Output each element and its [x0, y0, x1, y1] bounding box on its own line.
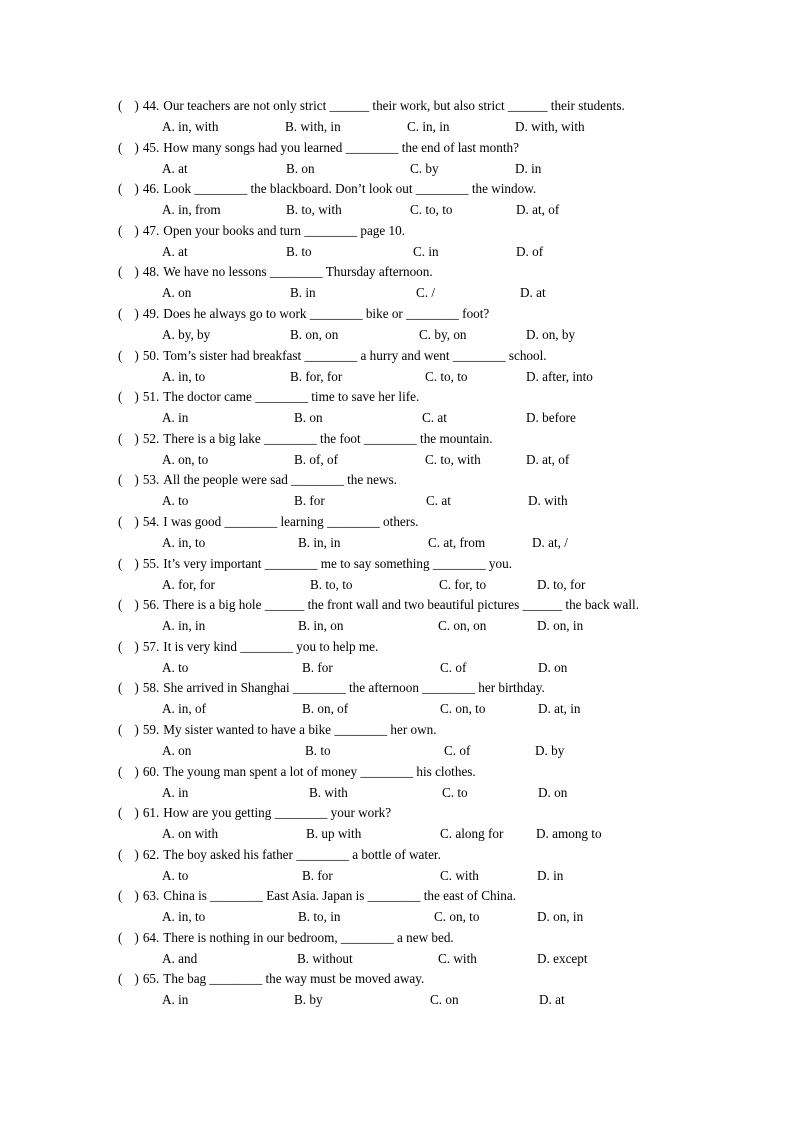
question-stem — [118, 762, 476, 782]
question-number: 56. — [142, 597, 160, 613]
question-text: How many songs had you learned ________ the end of last month? — [163, 139, 519, 155]
answer-blank-open-paren: ( — [118, 846, 123, 862]
question-text: Tom’s sister had breakfast ________ a hurry and went ________ school. — [163, 347, 547, 363]
question-row — [0, 803, 794, 845]
question-stem — [118, 138, 519, 158]
answer-option-c[interactable]: C. on, on — [438, 618, 487, 634]
answer-blank-close-paren: ) — [134, 846, 139, 862]
question-number: 65. — [142, 971, 160, 987]
answer-option-b[interactable]: B. on, of — [302, 701, 349, 717]
answer-option-a[interactable]: A. in — [162, 992, 189, 1008]
answer-blank-open-paren: ( — [118, 472, 123, 488]
answer-option-c[interactable]: C. to, to — [410, 202, 453, 218]
question-row — [0, 387, 794, 429]
question-text: The doctor came ________ time to save her life. — [163, 389, 420, 405]
answer-option-c[interactable]: C. on, to — [434, 909, 480, 925]
answer-blank-open-paren: ( — [118, 181, 123, 197]
answer-option-a[interactable]: A. on — [162, 742, 192, 758]
answer-blank-close-paren: ) — [134, 430, 139, 446]
question-text: The boy asked his father ________ a bottle of water. — [163, 846, 441, 862]
answer-option-b[interactable]: B. for — [302, 659, 333, 675]
answer-option-c[interactable]: C. at — [426, 493, 451, 509]
answer-blank-close-paren: ) — [134, 305, 139, 321]
question-row — [0, 678, 794, 720]
question-number: 60. — [142, 763, 160, 779]
answer-blank-close-paren: ) — [134, 680, 139, 696]
question-row — [0, 512, 794, 554]
answer-option-a[interactable]: A. and — [162, 950, 198, 966]
answer-blank-close-paren: ) — [134, 139, 139, 155]
question-number: 48. — [142, 264, 160, 280]
answer-option-d[interactable]: D. among to — [536, 826, 602, 842]
answer-option-a[interactable]: A. by, by — [162, 326, 211, 342]
answer-option-b[interactable]: B. to — [305, 742, 331, 758]
answer-option-c[interactable]: C. with — [440, 867, 479, 883]
answer-blank-close-paren: ) — [134, 98, 139, 113]
answer-option-d[interactable]: D. at — [539, 992, 565, 1008]
answer-option-a[interactable]: A. in — [162, 410, 189, 426]
answer-blank-close-paren: ) — [134, 555, 139, 571]
answer-option-d[interactable]: D. after, into — [526, 368, 593, 384]
answer-blank-open-paren: ( — [118, 805, 123, 821]
answer-blank-close-paren: ) — [134, 347, 139, 363]
answer-blank-open-paren: ( — [118, 430, 123, 446]
question-text: My sister wanted to have a bike ________ her own. — [163, 721, 437, 737]
answer-blank-close-paren: ) — [134, 763, 139, 779]
question-stem — [118, 429, 493, 449]
question-row — [0, 762, 794, 804]
question-row — [0, 720, 794, 762]
answer-option-a[interactable]: A. in, from — [162, 202, 221, 218]
answer-option-b[interactable]: B. with, in — [285, 119, 341, 134]
answer-blank-open-paren: ( — [118, 513, 123, 529]
answer-blank-open-paren: ( — [118, 971, 123, 987]
answer-blank-open-paren: ( — [118, 139, 123, 155]
answer-option-c[interactable]: C. on, to — [440, 701, 486, 717]
question-stem — [118, 346, 547, 366]
question-row — [0, 637, 794, 679]
question-row — [0, 304, 794, 346]
question-row — [0, 221, 794, 263]
answer-option-b[interactable]: B. to, with — [286, 202, 342, 218]
question-stem — [118, 928, 454, 948]
question-text: Look ________ the blackboard. Don’t look out ________ the window. — [163, 181, 537, 197]
answer-blank-open-paren: ( — [118, 721, 123, 737]
answer-blank-open-paren: ( — [118, 763, 123, 779]
answer-option-b[interactable]: B. for — [294, 493, 325, 509]
answer-option-d[interactable]: D. in — [537, 867, 564, 883]
question-text: How are you getting ________ your work? — [163, 805, 392, 821]
answer-option-d[interactable]: D. at, in — [538, 701, 581, 717]
answer-blank-open-paren: ( — [118, 888, 123, 904]
answer-blank-open-paren: ( — [118, 347, 123, 363]
answer-blank-close-paren: ) — [134, 888, 139, 904]
question-text: We have no lessons ________ Thursday afternoon. — [163, 264, 433, 280]
question-text: China is ________ East Asia. Japan is ________ the east of China. — [163, 888, 517, 904]
answer-blank-close-paren: ) — [134, 389, 139, 405]
answer-option-c[interactable]: C. by, on — [419, 326, 467, 342]
question-row — [0, 554, 794, 596]
answer-blank-open-paren: ( — [118, 264, 123, 280]
answer-option-a[interactable]: A. on with — [162, 826, 219, 842]
question-text: The bag ________ the way must be moved away. — [163, 971, 425, 987]
answer-option-c[interactable]: C. on — [430, 992, 459, 1008]
answer-option-a[interactable]: A. in, to — [162, 534, 206, 550]
answer-option-d[interactable]: D. at, / — [532, 534, 568, 550]
question-number: 55. — [142, 555, 160, 571]
question-number: 45. — [142, 139, 160, 155]
answer-blank-close-paren: ) — [134, 513, 139, 529]
answer-option-d[interactable]: D. with — [528, 493, 568, 509]
answer-option-d[interactable]: D. to, for — [537, 576, 586, 592]
answer-blank-open-paren: ( — [118, 929, 123, 945]
answer-option-d[interactable]: D. before — [526, 410, 576, 426]
question-number: 61. — [142, 805, 160, 821]
question-row — [0, 262, 794, 304]
answer-blank-open-paren: ( — [118, 389, 123, 405]
answer-option-d[interactable]: D. on — [538, 784, 568, 800]
exercise-sheet — [0, 96, 794, 1011]
answer-option-a[interactable]: A. for, for — [162, 576, 215, 592]
answer-blank-open-paren: ( — [118, 555, 123, 571]
question-number: 44. — [142, 98, 160, 113]
question-row — [0, 969, 794, 1011]
question-stem — [118, 678, 545, 698]
question-text: Open your books and turn ________ page 10. — [163, 222, 406, 238]
question-row — [0, 429, 794, 471]
answer-option-d[interactable]: D. on, in — [537, 618, 584, 634]
question-text: It is very kind ________ you to help me. — [163, 638, 379, 654]
answer-option-d[interactable]: D. by — [535, 742, 565, 758]
question-stem — [118, 803, 391, 823]
answer-option-b[interactable]: B. up with — [306, 826, 362, 842]
answer-option-a[interactable]: A. in, to — [162, 368, 206, 384]
question-stem — [118, 845, 441, 865]
answer-option-b[interactable]: B. for — [302, 867, 333, 883]
question-stem — [118, 886, 516, 906]
question-row — [0, 928, 794, 970]
answer-option-c[interactable]: C. at, from — [428, 534, 486, 550]
answer-option-b[interactable]: B. in, in — [298, 534, 341, 550]
answer-option-a[interactable]: A. to — [162, 493, 189, 509]
question-text: She arrived in Shanghai ________ the afternoon ________ her birthday. — [163, 680, 545, 696]
answer-blank-close-paren: ) — [134, 181, 139, 197]
answer-option-c[interactable]: C. to, to — [425, 368, 468, 384]
question-number: 46. — [142, 181, 160, 197]
answer-blank-open-paren: ( — [118, 98, 123, 113]
question-stem — [118, 969, 424, 989]
question-stem — [118, 637, 378, 657]
answer-option-a[interactable]: A. in, to — [162, 909, 206, 925]
question-number: 50. — [142, 347, 160, 363]
answer-option-a[interactable]: A. on — [162, 285, 192, 301]
answer-option-a[interactable]: A. to — [162, 659, 189, 675]
answer-blank-open-paren: ( — [118, 222, 123, 238]
question-stem — [118, 720, 437, 740]
question-stem — [118, 554, 512, 574]
answer-option-b[interactable]: B. to — [286, 243, 312, 259]
answer-option-c[interactable]: C. for, to — [439, 576, 487, 592]
answer-option-c[interactable]: C. / — [416, 285, 436, 301]
answer-blank-close-paren: ) — [134, 721, 139, 737]
question-text: There is a big lake ________ the foot ________ the mountain. — [163, 430, 493, 446]
answer-option-c[interactable]: C. along for — [440, 826, 504, 842]
question-row — [0, 595, 794, 637]
answer-option-d[interactable]: D. at, of — [516, 202, 560, 218]
answer-option-d[interactable]: D. at — [520, 285, 546, 301]
answer-option-d[interactable]: D. on, by — [526, 326, 576, 342]
answer-option-d[interactable]: D. on — [538, 659, 568, 675]
answer-option-b[interactable]: B. to, in — [298, 909, 341, 925]
answer-option-b[interactable]: B. in — [290, 285, 316, 301]
answer-option-c[interactable]: C. in — [413, 243, 439, 259]
answer-blank-close-paren: ) — [134, 805, 139, 821]
answer-option-c[interactable]: C. at — [422, 410, 447, 426]
question-text: There is nothing in our bedroom, ________ a new bed. — [163, 929, 454, 945]
answer-blank-close-paren: ) — [134, 222, 139, 238]
answer-option-b[interactable]: B. to, to — [310, 576, 353, 592]
answer-option-a[interactable]: A. in, with — [162, 119, 219, 134]
answer-option-a[interactable]: A. in, of — [162, 701, 206, 717]
question-text: Does he always go to work ________ bike or ________ foot? — [163, 305, 490, 321]
question-row — [0, 470, 794, 512]
question-text: I was good ________ learning ________ others. — [163, 513, 419, 529]
question-row — [0, 96, 794, 138]
question-row — [0, 886, 794, 928]
question-text: It’s very important ________ me to say something ________ you. — [163, 555, 512, 571]
answer-option-d[interactable]: D. of — [516, 243, 544, 259]
question-stem — [118, 387, 419, 407]
answer-option-b[interactable]: B. of, of — [294, 451, 338, 467]
question-number: 54. — [142, 513, 160, 529]
answer-option-a[interactable]: A. on, to — [162, 451, 209, 467]
question-text: All the people were sad ________ the news. — [163, 472, 397, 488]
answer-option-b[interactable]: B. on — [294, 410, 323, 426]
question-stem — [118, 221, 405, 241]
answer-option-c[interactable]: C. to — [442, 784, 468, 800]
answer-blank-close-paren: ) — [134, 472, 139, 488]
question-stem — [118, 470, 397, 490]
answer-blank-close-paren: ) — [134, 597, 139, 613]
answer-blank-open-paren: ( — [118, 305, 123, 321]
question-number: 63. — [142, 888, 160, 904]
answer-option-b[interactable]: B. on, on — [290, 326, 339, 342]
answer-option-a[interactable]: A. at — [162, 160, 188, 176]
question-row — [0, 845, 794, 887]
question-number: 49. — [142, 305, 160, 321]
question-stem — [118, 595, 639, 615]
answer-blank-close-paren: ) — [134, 264, 139, 280]
answer-blank-open-paren: ( — [118, 597, 123, 613]
question-stem — [118, 512, 419, 532]
answer-option-c[interactable]: C. of — [444, 742, 471, 758]
answer-option-d[interactable]: D. at, of — [526, 451, 570, 467]
answer-blank-open-paren: ( — [118, 638, 123, 654]
answer-option-c[interactable]: C. with — [438, 950, 477, 966]
question-number: 51. — [142, 389, 160, 405]
answer-blank-open-paren: ( — [118, 680, 123, 696]
answer-option-c[interactable]: C. in, in — [407, 119, 450, 134]
question-number: 62. — [142, 846, 160, 862]
answer-blank-close-paren: ) — [134, 638, 139, 654]
question-number: 47. — [142, 222, 160, 238]
answer-option-d[interactable]: D. with, with — [515, 119, 585, 134]
answer-option-d[interactable]: D. on, in — [537, 909, 584, 925]
question-stem — [118, 304, 489, 324]
answer-blank-close-paren: ) — [134, 971, 139, 987]
answer-option-d[interactable]: D. except — [537, 950, 588, 966]
question-row — [0, 346, 794, 388]
question-number: 59. — [142, 721, 160, 737]
answer-option-b[interactable]: B. with — [309, 784, 348, 800]
answer-option-a[interactable]: A. in, in — [162, 618, 206, 634]
question-number: 64. — [142, 929, 160, 945]
question-number: 58. — [142, 680, 160, 696]
question-number: 52. — [142, 430, 160, 446]
answer-option-b[interactable]: B. in, on — [298, 618, 344, 634]
question-stem — [118, 179, 536, 199]
question-number: 53. — [142, 472, 160, 488]
answer-option-a[interactable]: A. in — [162, 784, 189, 800]
answer-option-b[interactable]: B. without — [297, 950, 353, 966]
answer-option-b[interactable]: B. for, for — [290, 368, 343, 384]
answer-blank-close-paren: ) — [134, 929, 139, 945]
question-stem — [118, 262, 433, 282]
answer-option-b[interactable]: B. on — [286, 160, 315, 176]
answer-option-a[interactable]: A. at — [162, 243, 188, 259]
question-text: The young man spent a lot of money ________ his clothes. — [163, 763, 476, 779]
answer-option-c[interactable]: C. by — [410, 160, 439, 176]
question-row — [0, 138, 794, 180]
question-text: Our teachers are not only strict ______ their work, but also strict ______ their students. — [163, 98, 625, 113]
answer-option-d[interactable]: D. in — [515, 160, 542, 176]
question-number: 57. — [142, 638, 160, 654]
question-stem — [118, 96, 625, 116]
question-row — [0, 179, 794, 221]
answer-option-a[interactable]: A. to — [162, 867, 189, 883]
answer-option-b[interactable]: B. by — [294, 992, 323, 1008]
answer-option-c[interactable]: C. of — [440, 659, 467, 675]
answer-option-c[interactable]: C. to, with — [425, 451, 481, 467]
question-text: There is a big hole ______ the front wall and two beautiful pictures ______ the back wall. — [163, 597, 640, 613]
